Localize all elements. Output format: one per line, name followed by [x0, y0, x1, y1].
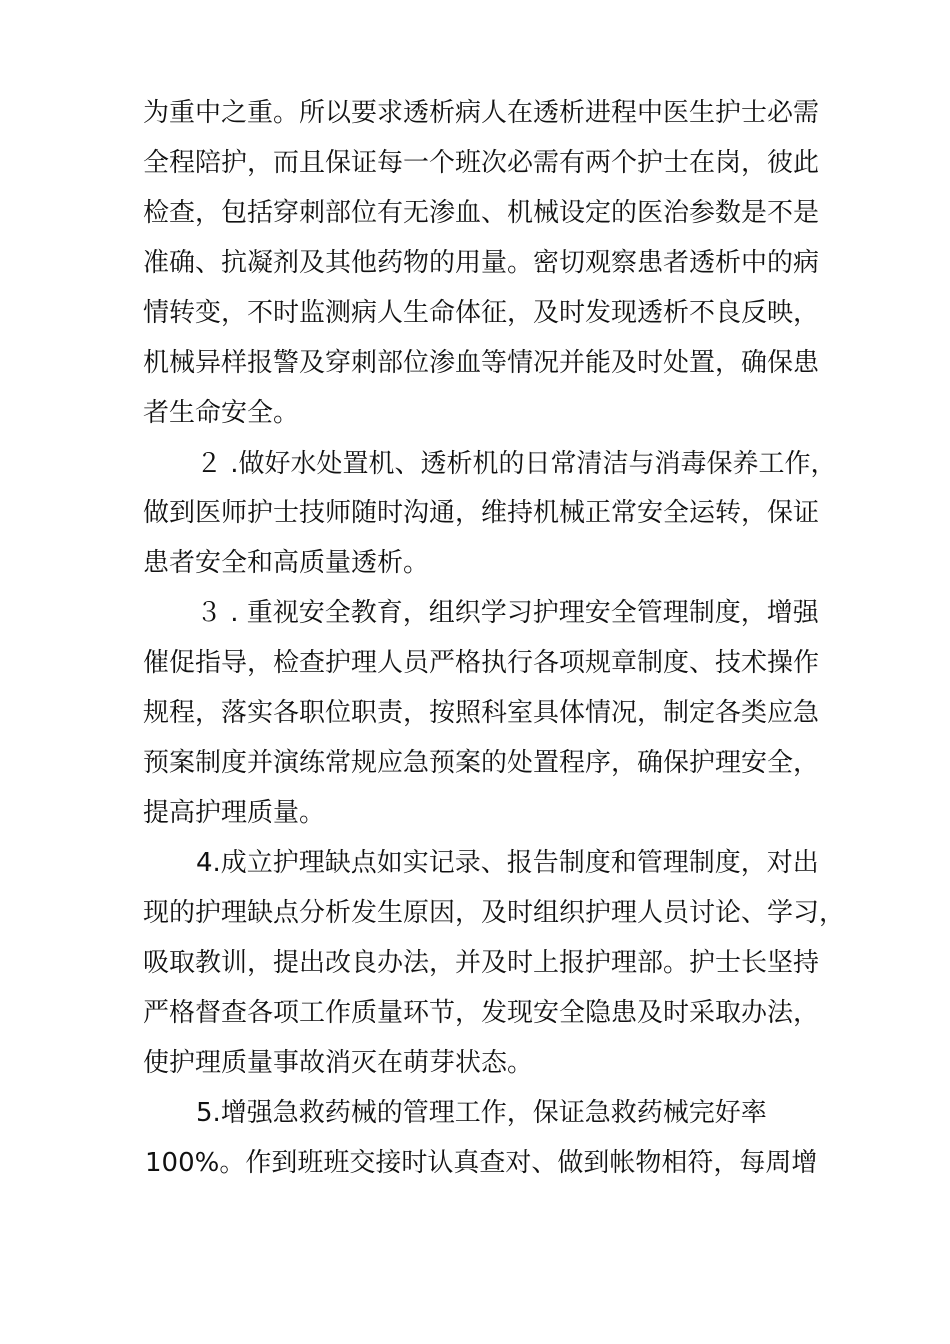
paragraph-line: 催促指导，检查护理人员严格执行各项规章制度、技术操作	[143, 648, 820, 678]
paragraph-line: 情转变，不时监测病人生命体征，及时发现透析不良反映，	[143, 298, 820, 328]
paragraph-line: 者生命安全。	[143, 398, 300, 428]
paragraph-line: 4.成立护理缺点如实记录、报告制度和管理制度，对出	[196, 848, 819, 878]
paragraph-line: 机械异样报警及穿刺部位渗血等情况并能及时处置，确保患	[143, 348, 820, 378]
paragraph-line: 预案制度并演练常规应急预案的处置程序，确保护理安全，	[143, 748, 820, 778]
paragraph-line: ２ .做好水处置机、透析机的日常清洁与消毒保养工作，	[196, 449, 837, 479]
paragraph-line: 检查，包括穿刺部位有无渗血、机械设定的医治参数是不是	[143, 198, 820, 228]
paragraph-line: 严格督查各项工作质量环节，发现安全隐患及时采取办法，	[143, 998, 820, 1028]
paragraph-line: 5.增强急救药械的管理工作，保证急救药械完好率	[196, 1098, 767, 1128]
paragraph-line: ３ . 重视安全教育，组织学习护理安全管理制度，增强	[196, 598, 819, 628]
paragraph-line: 提高护理质量。	[143, 798, 326, 828]
paragraph-line: 为重中之重。所以要求透析病人在透析进程中医生护士必需	[143, 98, 820, 128]
paragraph-line: 规程，落实各职位职责，按照科室具体情况，制定各类应急	[143, 698, 820, 728]
paragraph-line: 患者安全和高质量透析。	[143, 548, 430, 578]
paragraph-line: 吸取教训，提出改良办法，并及时上报护理部。护士长坚持	[143, 948, 820, 978]
paragraph-line: 使护理质量事故消灭在萌芽状态。	[143, 1048, 534, 1078]
paragraph-line: 准确、抗凝剂及其他药物的用量。密切观察患者透析中的病	[143, 248, 820, 278]
paragraph-line: 现的护理缺点分析发生原因，及时组织护理人员讨论、学习，	[143, 898, 846, 928]
paragraph-line: 100%。作到班班交接时认真查对、做到帐物相符，每周增	[145, 1148, 818, 1178]
paragraph-line: 做到医师护士技师随时沟通，维持机械正常安全运转，保证	[143, 498, 820, 528]
paragraph-line: 全程陪护，而且保证每一个班次必需有两个护士在岗，彼此	[143, 148, 820, 178]
